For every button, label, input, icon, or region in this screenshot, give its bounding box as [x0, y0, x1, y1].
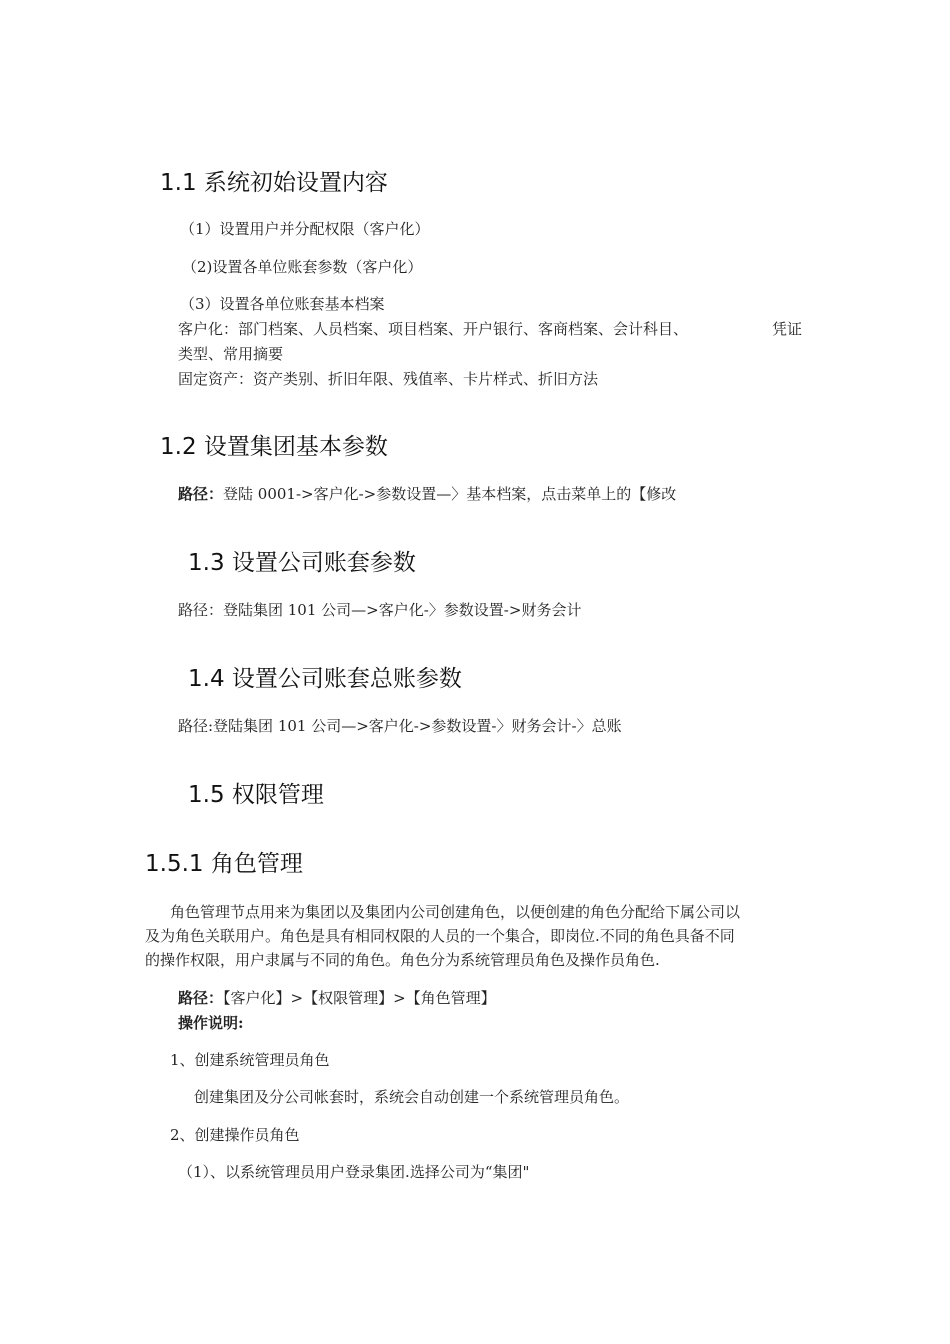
path-text: 【客户化】>【权限管理】>【角色管理】	[223, 989, 496, 1007]
list-item: （3）设置各单位账套基本档案	[180, 295, 385, 313]
heading-1-5: 1.5 权限管理	[188, 782, 324, 808]
step-item: 1、创建系统管理员角色	[170, 1051, 330, 1069]
step-item: 2、创建操作员角色	[170, 1126, 300, 1144]
heading-1-5-1: 1.5.1 角色管理	[145, 851, 303, 877]
path-line	[178, 483, 676, 504]
operations-label: 操作说明:	[178, 1014, 244, 1032]
step-subitem: （1）、以系统管理员用户登录集团.选择公司为“集团"	[178, 1163, 530, 1181]
path-line	[178, 987, 496, 1008]
customize-line: 客户化：部门档案、人员档案、项目档案、开户银行、客商档案、会计科目、	[178, 320, 689, 338]
paragraph-line: 及为角色关联用户。角色是具有相同权限的人员的一个集合，即岗位.不同的角色具备不同	[145, 927, 735, 945]
heading-1-2: 1.2 设置集团基本参数	[160, 434, 388, 460]
heading-1-4: 1.4 设置公司账套总账参数	[188, 666, 462, 692]
paragraph-line: 角色管理节点用来为集团以及集团内公司创建角色，以便创建的角色分配给下属公司以	[170, 903, 741, 921]
paragraph-line: 的操作权限，用户隶属与不同的角色。角色分为系统管理员角色及操作员角色.	[145, 951, 660, 969]
heading-1-3: 1.3 设置公司账套参数	[188, 550, 416, 576]
path-text: 登陆 0001->客户化->参数设置—〉基本档案，点击菜单上的【修改	[223, 485, 677, 503]
heading-1-1: 1.1 系统初始设置内容	[160, 170, 388, 196]
customize-line-end: 凭证	[772, 320, 803, 338]
path-line: 路径:登陆集团 101 公司—>客户化->参数设置-〉财务会计-〉总账	[178, 717, 622, 735]
path-label: 路径：	[178, 989, 224, 1007]
path-line: 路径：登陆集团 101 公司—>客户化-〉参数设置->财务会计	[178, 601, 582, 619]
customize-line: 类型、常用摘要	[178, 345, 284, 363]
list-item: （1）设置用户并分配权限（客户化）	[180, 220, 430, 238]
path-label: 路径：	[178, 485, 224, 503]
step-description: 创建集团及分公司帐套时，系统会自动创建一个系统管理员角色。	[194, 1088, 630, 1106]
fixed-assets-line: 固定资产：资产类别、折旧年限、残值率、卡片样式、折旧方法	[178, 370, 599, 388]
list-item: （2)设置各单位账套参数（客户化）	[182, 258, 423, 276]
